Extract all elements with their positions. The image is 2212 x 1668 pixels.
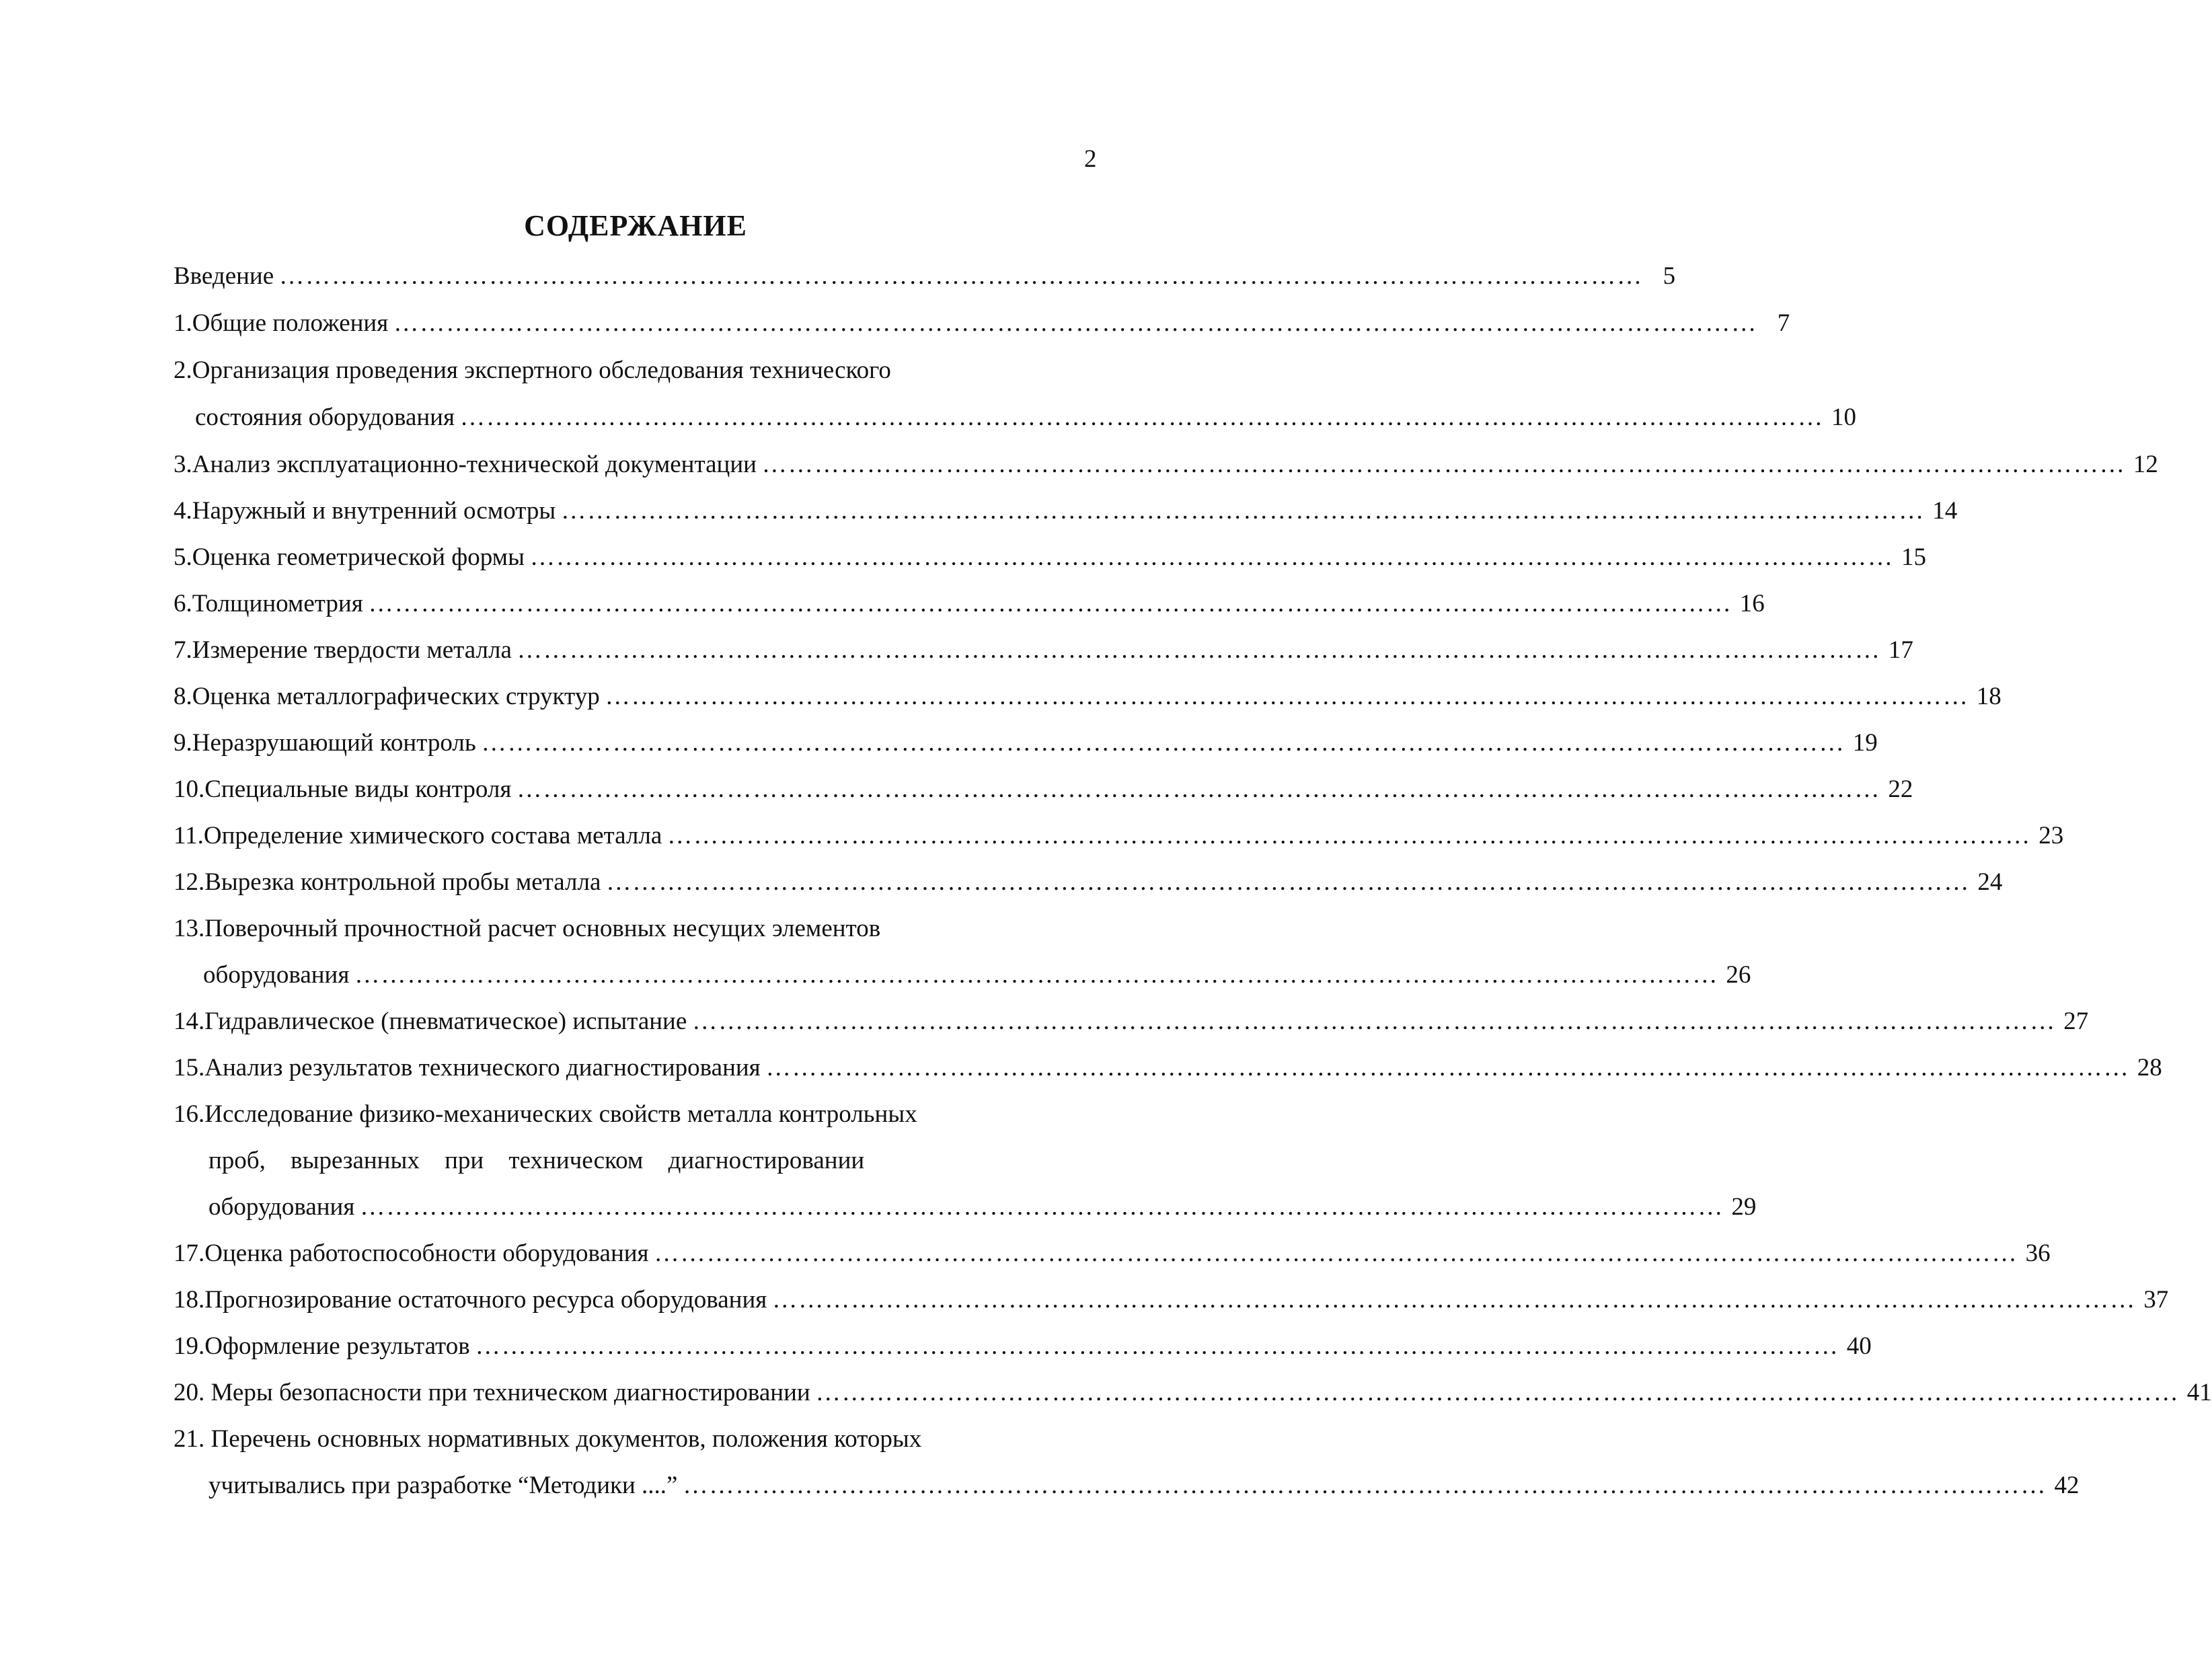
toc-leader-dots: ………………………………………………………………………………………………………………………………………… [517,775,1881,803]
toc-entry [174,541,1926,574]
toc-entry-title: 18.Прогнозирование остаточного ресурса оборудования [174,1286,767,1314]
toc-leader-dots: ………………………………………………………………………………………………………………………………………… [460,404,1824,431]
toc-entry-title: 9.Неразрушающий контроль [174,729,476,757]
toc-leader-dots: ………………………………………………………………………………………………………………………………………… [279,262,1644,290]
toc-leader-dots: ………………………………………………………………………………………………………………………………………… [368,590,1732,617]
toc-leader-dots: ………………………………………………………………………………………………………………………………………… [517,636,1881,664]
toc-entry-title: 11.Определение химического состава металла [174,822,662,849]
toc-entry-title: 21. Перечень основных нормативных документов, положения которых [174,1425,922,1453]
toc-entry-page: 24 [1977,868,2003,896]
toc-entry-title: 7.Измерение твердости металла [174,636,512,664]
toc-entry [174,1376,2212,1410]
toc-entry [174,448,2158,482]
toc-entry-title: состояния оборудования [195,404,455,431]
toc-entry-page: 42 [2054,1472,2080,1499]
toc-leader-dots: ………………………………………………………………………………………………………………………………………… [761,451,2126,478]
toc-entry-page: 22 [1888,775,1913,803]
toc-entry-page: 18 [1976,683,2001,710]
toc-entry [174,1283,2169,1317]
toc-entry-title: 16.Исследование физико-механических свойств металла контрольных [174,1100,917,1128]
toc-entry-page: 41 [2186,1379,2212,1406]
toc-entry-page: 23 [2038,822,2064,849]
toc-leader-dots: ………………………………………………………………………………………………………………………………………… [475,1332,1839,1360]
toc-entry-page: 15 [1901,543,1926,571]
toc-entry [174,773,1913,806]
toc-entry-page: 12 [2133,451,2158,478]
toc-entry-page: 17 [1888,636,1913,664]
toc-entry-title: проб, вырезанных при техническом диагностировании [208,1147,865,1174]
toc-entry [174,1098,1115,1131]
toc-entry-title: 20. Меры безопасности при техническом диагностировании [174,1379,810,1406]
toc-entry-page: 26 [1726,961,1751,989]
toc-entry [174,260,1676,293]
toc-entry-title: 6.Толщинометрия [174,590,363,617]
toc-entry-title: 8.Оценка металлографических структур [174,683,600,710]
toc-entry-page: 29 [1731,1193,1757,1221]
toc-entry-title: 15.Анализ результатов технического диагностирования [174,1054,761,1082]
toc-entry-title: оборудования [203,961,350,989]
toc-entry [174,1237,2051,1271]
toc-leader-dots: ………………………………………………………………………………………………………………………………………… [393,309,1758,337]
toc-entry-title: 4.Наружный и внутренний осмотры [174,497,556,525]
toc-entry-page: 40 [1846,1332,1872,1360]
toc-entry-page: 10 [1831,404,1856,431]
page-title: СОДЕРЖАНИЕ [524,209,747,242]
toc-entry [174,1051,2162,1085]
toc-entry [174,866,2003,899]
toc-leader-dots: ………………………………………………………………………………………………………………………………………… [354,961,1719,989]
toc-entry-page: 16 [1739,590,1765,617]
toc-entry-title: Введение [174,262,274,290]
toc-entry-title: 5.Оценка геометрической формы [174,543,525,571]
toc-leader-dots: ………………………………………………………………………………………………………………………………………… [360,1193,1724,1221]
toc-entry-title: 17.Оценка работоспособности оборудования [174,1240,649,1267]
toc-entry-title: 1.Общие положения [174,309,389,337]
toc-entry-title: 12.Вырезка контрольной пробы металла [174,868,601,896]
toc-entry [174,726,1878,760]
toc-leader-dots: ………………………………………………………………………………………………………………………………………… [529,543,1894,571]
toc-entry-title: оборудования [208,1193,355,1221]
toc-entry-page: 7 [1777,309,1790,337]
page-number: 2 [1084,145,1097,173]
toc-entry-continuation [203,958,1751,992]
toc-leader-dots: ………………………………………………………………………………………………………………………………………… [561,497,1925,525]
toc-entry-page: 14 [1932,497,1958,525]
toc-entry-title: 2.Организация проведения экспертного обследования технического [174,356,891,384]
toc-entry-title: 3.Анализ эксплуатационно-технической документации [174,451,757,478]
toc-entry [174,307,1790,340]
toc-entry-title: 13.Поверочный прочностной расчет основных несущих элементов [174,915,881,942]
toc-leader-dots: ………………………………………………………………………………………………………………………………………… [772,1286,2137,1314]
toc-entry-page: 37 [2143,1286,2169,1314]
toc-entry [174,1423,1129,1456]
toc-entry [174,819,2064,853]
toc-entry-continuation [208,1144,908,1178]
toc-entry-title: 14.Гидравлическое (пневматическое) испытание [174,1008,687,1035]
toc-leader-dots: ………………………………………………………………………………………………………………………………………… [606,868,1971,896]
toc-entry-page: 36 [2025,1240,2051,1267]
toc-entry-title: 19.Оформление результатов [174,1332,470,1360]
toc-leader-dots: ………………………………………………………………………………………………………………………………………… [654,1240,2018,1267]
toc-entry-page: 27 [2063,1008,2089,1035]
toc-entry-continuation [208,1469,2080,1503]
toc-entry [174,494,1958,528]
toc-entry-continuation [195,401,1856,434]
toc-entry-continuation [208,1190,1757,1224]
toc-entry [174,1005,2089,1038]
toc-entry [174,587,1765,621]
toc-entry-title: учитывались при разработке “Методики ....” [208,1472,678,1499]
toc-leader-dots: ………………………………………………………………………………………………………………………………………… [692,1008,2057,1035]
toc-entry-page: 28 [2137,1054,2162,1082]
toc-entry [174,912,1075,946]
toc-entry-title: 10.Специальные виды контроля [174,775,512,803]
toc-entry [174,1330,1872,1363]
toc-entry [174,354,1075,387]
toc-leader-dots: ………………………………………………………………………………………………………………………………………… [765,1054,2130,1082]
toc-entry [174,634,1913,667]
toc-leader-dots: ………………………………………………………………………………………………………………………………………… [815,1379,2180,1406]
toc-entry-page: 19 [1852,729,1878,757]
toc-leader-dots: ………………………………………………………………………………………………………………………………………… [605,683,1969,710]
toc-entry [174,680,2001,714]
toc-leader-dots: ………………………………………………………………………………………………………………………………………… [667,822,2032,849]
toc-leader-dots: ………………………………………………………………………………………………………………………………………… [683,1472,2047,1499]
toc-entry-page: 5 [1663,262,1676,290]
toc-leader-dots: ………………………………………………………………………………………………………………………………………… [481,729,1845,757]
